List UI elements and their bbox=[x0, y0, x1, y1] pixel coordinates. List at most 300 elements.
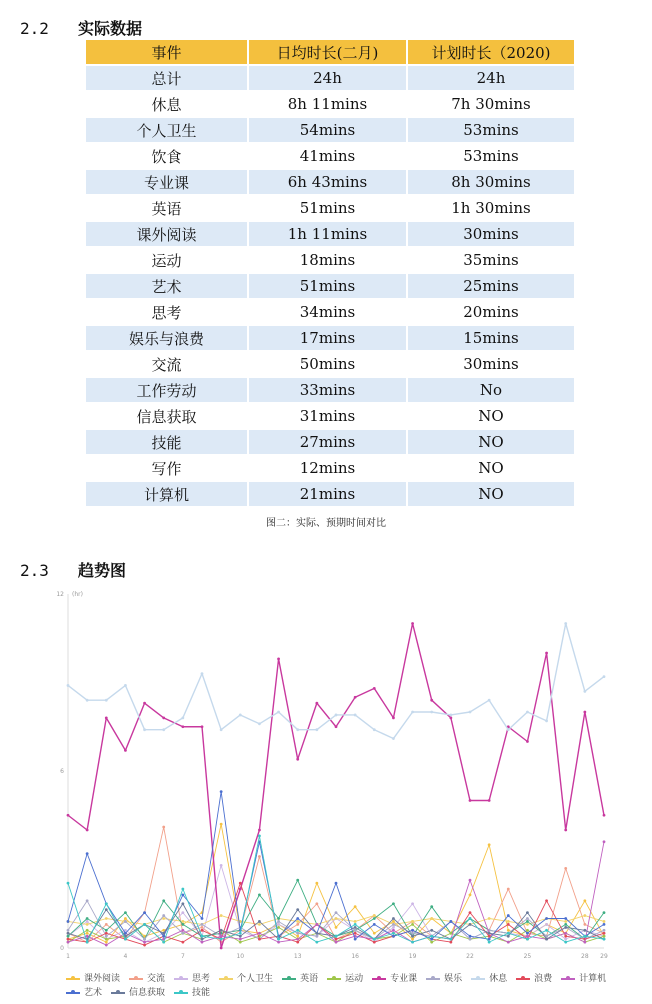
legend-label: 信息获取 bbox=[129, 988, 166, 998]
legend-swatch bbox=[174, 992, 188, 994]
data-point bbox=[411, 929, 414, 932]
data-point bbox=[105, 944, 108, 947]
data-point bbox=[67, 814, 70, 817]
table-cell: 33mins bbox=[249, 378, 408, 402]
column-header: 事件 bbox=[86, 40, 249, 64]
data-point bbox=[430, 929, 433, 932]
data-point bbox=[315, 702, 318, 705]
time-comparison-table bbox=[86, 38, 576, 508]
legend-swatch bbox=[219, 978, 233, 980]
data-point bbox=[296, 941, 299, 944]
legend-item[interactable] bbox=[471, 972, 507, 986]
data-point bbox=[392, 737, 395, 740]
table-cell: 34mins bbox=[249, 300, 408, 324]
data-point bbox=[469, 799, 472, 802]
data-point bbox=[67, 882, 70, 885]
data-point bbox=[335, 714, 338, 717]
legend-label: 思考 bbox=[192, 974, 211, 984]
legend-item[interactable] bbox=[111, 986, 165, 1000]
data-point bbox=[105, 917, 108, 920]
table-row bbox=[86, 482, 576, 506]
table-row bbox=[86, 352, 576, 376]
data-point bbox=[201, 938, 204, 941]
data-point bbox=[373, 728, 376, 731]
data-point bbox=[86, 917, 89, 920]
data-point bbox=[430, 699, 433, 702]
data-point bbox=[564, 920, 567, 923]
legend-swatch bbox=[282, 978, 296, 980]
legend-label: 艺术 bbox=[84, 988, 103, 998]
data-point bbox=[469, 711, 472, 714]
data-point bbox=[488, 938, 491, 941]
data-point bbox=[181, 717, 184, 720]
data-point bbox=[181, 894, 184, 897]
data-point bbox=[354, 929, 357, 932]
data-point bbox=[449, 941, 452, 944]
data-point bbox=[258, 938, 261, 941]
data-point bbox=[220, 929, 223, 932]
data-point bbox=[143, 938, 146, 941]
data-point bbox=[583, 941, 586, 944]
data-point bbox=[373, 687, 376, 690]
data-point bbox=[105, 935, 108, 938]
data-point bbox=[162, 826, 165, 829]
data-point bbox=[392, 923, 395, 926]
data-point bbox=[86, 699, 89, 702]
data-point bbox=[411, 622, 414, 625]
legend-label: 专业课 bbox=[390, 974, 418, 984]
data-point bbox=[124, 920, 127, 923]
data-point bbox=[258, 722, 261, 725]
legend-swatch bbox=[174, 978, 188, 980]
table-header-row bbox=[86, 40, 576, 64]
data-point bbox=[143, 941, 146, 944]
data-point bbox=[392, 935, 395, 938]
data-point bbox=[449, 938, 452, 941]
table-cell: 24h bbox=[408, 66, 576, 90]
column-header: 日均时长(二月) bbox=[249, 40, 408, 64]
data-point bbox=[296, 908, 299, 911]
data-point bbox=[603, 911, 606, 914]
x-tick-label: 1 bbox=[66, 953, 70, 960]
data-point bbox=[181, 941, 184, 944]
series-line bbox=[68, 624, 604, 949]
data-point bbox=[488, 799, 491, 802]
x-tick-label: 29 bbox=[600, 953, 608, 960]
data-point bbox=[277, 923, 280, 926]
data-point bbox=[181, 920, 184, 923]
data-point bbox=[545, 652, 548, 655]
table-cell: 7h 30mins bbox=[408, 92, 576, 116]
legend-item[interactable] bbox=[372, 972, 417, 986]
data-point bbox=[430, 711, 433, 714]
table-cell: 艺术 bbox=[86, 274, 249, 298]
data-point bbox=[86, 852, 89, 855]
data-point bbox=[67, 935, 70, 938]
data-point bbox=[143, 923, 146, 926]
data-point bbox=[181, 923, 184, 926]
data-point bbox=[392, 926, 395, 929]
data-point bbox=[201, 923, 204, 926]
data-point bbox=[220, 938, 223, 941]
series-line bbox=[68, 901, 604, 939]
y-tick-label: 12 bbox=[56, 591, 64, 598]
data-point bbox=[335, 926, 338, 929]
data-point bbox=[469, 935, 472, 938]
table-cell: 15mins bbox=[408, 326, 576, 350]
data-point bbox=[564, 622, 567, 625]
legend-item[interactable] bbox=[66, 986, 102, 1000]
table-row bbox=[86, 248, 576, 272]
legend-item[interactable] bbox=[174, 972, 210, 986]
section-number: 2.3 bbox=[20, 561, 49, 580]
data-point bbox=[277, 917, 280, 920]
legend-swatch bbox=[111, 992, 125, 994]
table-cell: 53mins bbox=[408, 118, 576, 142]
table-cell: 休息 bbox=[86, 92, 249, 116]
legend-item[interactable] bbox=[174, 986, 210, 1000]
data-point bbox=[86, 920, 89, 923]
data-point bbox=[545, 938, 548, 941]
x-tick-label: 28 bbox=[581, 953, 589, 960]
data-point bbox=[124, 938, 127, 941]
data-point bbox=[67, 938, 70, 941]
table-cell: 25mins bbox=[408, 274, 576, 298]
data-point bbox=[220, 728, 223, 731]
table-cell: 12mins bbox=[249, 456, 408, 480]
data-point bbox=[335, 941, 338, 944]
section-number: 2.2 bbox=[20, 19, 49, 38]
data-point bbox=[162, 728, 165, 731]
data-point bbox=[507, 923, 510, 926]
data-point bbox=[296, 923, 299, 926]
legend-swatch bbox=[471, 978, 485, 980]
data-point bbox=[220, 935, 223, 938]
trend-line-chart bbox=[56, 586, 616, 970]
data-point bbox=[430, 935, 433, 938]
data-point bbox=[373, 932, 376, 935]
table-row bbox=[86, 300, 576, 324]
table-row bbox=[86, 66, 576, 90]
data-point bbox=[258, 829, 261, 832]
data-point bbox=[67, 941, 70, 944]
data-point bbox=[220, 947, 223, 950]
table-row bbox=[86, 274, 576, 298]
data-point bbox=[86, 932, 89, 935]
legend-item[interactable] bbox=[327, 972, 363, 986]
data-point bbox=[469, 938, 472, 941]
data-point bbox=[124, 911, 127, 914]
table-cell: 思考 bbox=[86, 300, 249, 324]
data-point bbox=[239, 882, 242, 885]
data-point bbox=[124, 749, 127, 752]
data-point bbox=[469, 917, 472, 920]
data-point bbox=[201, 941, 204, 944]
data-point bbox=[488, 935, 491, 938]
data-point bbox=[545, 719, 548, 722]
table-row bbox=[86, 456, 576, 480]
table-cell: 50mins bbox=[249, 352, 408, 376]
data-point bbox=[526, 923, 529, 926]
data-point bbox=[124, 684, 127, 687]
data-point bbox=[526, 938, 529, 941]
data-point bbox=[545, 929, 548, 932]
data-point bbox=[545, 923, 548, 926]
table-cell: NO bbox=[408, 482, 576, 506]
data-point bbox=[258, 855, 261, 858]
table-row bbox=[86, 404, 576, 428]
data-point bbox=[162, 917, 165, 920]
legend-item[interactable] bbox=[282, 972, 318, 986]
data-point bbox=[469, 923, 472, 926]
data-point bbox=[105, 908, 108, 911]
legend-item[interactable] bbox=[129, 972, 165, 986]
data-point bbox=[296, 938, 299, 941]
data-point bbox=[507, 932, 510, 935]
data-point bbox=[296, 920, 299, 923]
data-point bbox=[583, 690, 586, 693]
section-title: 趋势图 bbox=[78, 561, 127, 580]
data-point bbox=[507, 888, 510, 891]
data-point bbox=[603, 920, 606, 923]
y-tick-label: 0 bbox=[60, 945, 64, 952]
data-point bbox=[488, 843, 491, 846]
data-point bbox=[86, 923, 89, 926]
table-caption: 图二：实际、预期时间对比 bbox=[266, 518, 386, 529]
table-cell: 30mins bbox=[408, 352, 576, 376]
data-point bbox=[373, 914, 376, 917]
data-point bbox=[105, 717, 108, 720]
legend-label: 浪费 bbox=[534, 974, 553, 984]
data-point bbox=[105, 941, 108, 944]
table-cell: 17mins bbox=[249, 326, 408, 350]
data-point bbox=[105, 929, 108, 932]
data-point bbox=[239, 888, 242, 891]
data-point bbox=[507, 728, 510, 731]
legend-swatch bbox=[561, 978, 575, 980]
data-point bbox=[181, 911, 184, 914]
data-point bbox=[143, 911, 146, 914]
data-point bbox=[392, 920, 395, 923]
data-point bbox=[354, 905, 357, 908]
data-point bbox=[373, 941, 376, 944]
column-header: 计划时长（2020) bbox=[408, 40, 576, 64]
data-point bbox=[411, 935, 414, 938]
table-cell: 技能 bbox=[86, 430, 249, 454]
table-row bbox=[86, 118, 576, 142]
x-tick-label: 10 bbox=[236, 953, 245, 960]
table-cell: 交流 bbox=[86, 352, 249, 376]
data-point bbox=[105, 699, 108, 702]
data-point bbox=[277, 926, 280, 929]
data-point bbox=[526, 911, 529, 914]
data-point bbox=[583, 935, 586, 938]
data-point bbox=[335, 911, 338, 914]
table-row bbox=[86, 144, 576, 168]
data-point bbox=[220, 864, 223, 867]
table-cell: No bbox=[408, 378, 576, 402]
x-tick-label: 25 bbox=[523, 953, 532, 960]
data-point bbox=[545, 899, 548, 902]
data-point bbox=[86, 829, 89, 832]
data-point bbox=[181, 888, 184, 891]
data-point bbox=[335, 935, 338, 938]
data-point bbox=[583, 711, 586, 714]
data-point bbox=[201, 917, 204, 920]
data-point bbox=[181, 725, 184, 728]
table-cell: 计算机 bbox=[86, 482, 249, 506]
table-row bbox=[86, 170, 576, 194]
data-point bbox=[526, 711, 529, 714]
table-cell: 51mins bbox=[249, 274, 408, 298]
data-point bbox=[430, 905, 433, 908]
data-point bbox=[373, 917, 376, 920]
data-point bbox=[258, 923, 261, 926]
data-point bbox=[296, 728, 299, 731]
data-point bbox=[181, 902, 184, 905]
data-point bbox=[86, 941, 89, 944]
table-cell: 18mins bbox=[249, 248, 408, 272]
data-point bbox=[411, 941, 414, 944]
x-tick-label: 22 bbox=[466, 953, 474, 960]
data-point bbox=[488, 699, 491, 702]
data-point bbox=[564, 926, 567, 929]
legend-item[interactable] bbox=[66, 972, 120, 986]
data-point bbox=[392, 929, 395, 932]
legend-label: 课外阅读 bbox=[84, 974, 121, 984]
data-point bbox=[603, 923, 606, 926]
data-point bbox=[201, 926, 204, 929]
legend-label: 计算机 bbox=[579, 974, 607, 984]
data-point bbox=[603, 814, 606, 817]
legend-swatch bbox=[426, 978, 440, 980]
data-point bbox=[258, 894, 261, 897]
table-cell: 运动 bbox=[86, 248, 249, 272]
legend-label: 运动 bbox=[345, 974, 364, 984]
data-point bbox=[105, 923, 108, 926]
data-point bbox=[277, 938, 280, 941]
legend-label: 休息 bbox=[489, 974, 508, 984]
data-point bbox=[545, 917, 548, 920]
table-cell: 8h 11mins bbox=[249, 92, 408, 116]
legend-swatch bbox=[516, 978, 530, 980]
data-point bbox=[181, 932, 184, 935]
table-cell: 信息获取 bbox=[86, 404, 249, 428]
data-point bbox=[354, 926, 357, 929]
data-point bbox=[603, 675, 606, 678]
data-point bbox=[373, 923, 376, 926]
data-point bbox=[526, 935, 529, 938]
data-point bbox=[564, 941, 567, 944]
data-point bbox=[239, 938, 242, 941]
data-point bbox=[201, 929, 204, 932]
data-point bbox=[258, 932, 261, 935]
table-row bbox=[86, 326, 576, 350]
data-point bbox=[488, 917, 491, 920]
legend-item[interactable] bbox=[219, 972, 273, 986]
data-point bbox=[277, 941, 280, 944]
x-tick-label: 4 bbox=[123, 953, 128, 960]
data-point bbox=[469, 894, 472, 897]
data-point bbox=[162, 932, 165, 935]
data-point bbox=[583, 929, 586, 932]
data-point bbox=[258, 920, 261, 923]
legend-item[interactable] bbox=[426, 972, 462, 986]
table-cell: 35mins bbox=[408, 248, 576, 272]
section-heading-2-2 bbox=[20, 16, 142, 39]
data-point bbox=[354, 923, 357, 926]
data-point bbox=[526, 932, 529, 935]
data-point bbox=[67, 929, 70, 932]
data-point bbox=[315, 728, 318, 731]
data-point bbox=[220, 914, 223, 917]
table-row bbox=[86, 430, 576, 454]
data-point bbox=[449, 932, 452, 935]
data-point bbox=[411, 920, 414, 923]
data-point bbox=[277, 920, 280, 923]
data-point bbox=[354, 696, 357, 699]
data-point bbox=[411, 923, 414, 926]
data-point bbox=[220, 790, 223, 793]
legend-item[interactable] bbox=[561, 972, 606, 986]
table-cell: 41mins bbox=[249, 144, 408, 168]
data-point bbox=[296, 917, 299, 920]
data-point bbox=[296, 758, 299, 761]
data-point bbox=[411, 711, 414, 714]
data-point bbox=[526, 920, 529, 923]
data-point bbox=[335, 938, 338, 941]
data-point bbox=[315, 941, 318, 944]
data-point bbox=[354, 932, 357, 935]
table-row bbox=[86, 92, 576, 116]
series-line bbox=[68, 624, 604, 739]
table-cell: 20mins bbox=[408, 300, 576, 324]
data-point bbox=[603, 932, 606, 935]
table-cell: NO bbox=[408, 456, 576, 480]
data-point bbox=[411, 938, 414, 941]
table-cell: 娱乐与浪费 bbox=[86, 326, 249, 350]
table-cell: 24h bbox=[249, 66, 408, 90]
data-point bbox=[430, 941, 433, 944]
section-heading-2-3 bbox=[20, 558, 126, 581]
data-point bbox=[507, 941, 510, 944]
data-point bbox=[526, 929, 529, 932]
data-point bbox=[335, 917, 338, 920]
legend-item[interactable] bbox=[516, 972, 552, 986]
legend-label: 娱乐 bbox=[444, 974, 463, 984]
data-point bbox=[564, 829, 567, 832]
table-cell: 专业课 bbox=[86, 170, 249, 194]
data-point bbox=[392, 717, 395, 720]
data-point bbox=[67, 684, 70, 687]
data-point bbox=[296, 935, 299, 938]
legend-swatch bbox=[66, 978, 80, 980]
chart-legend bbox=[66, 972, 626, 1000]
data-point bbox=[469, 911, 472, 914]
table-cell: NO bbox=[408, 430, 576, 454]
data-point bbox=[67, 920, 70, 923]
legend-swatch bbox=[372, 978, 386, 980]
data-point bbox=[564, 867, 567, 870]
data-point bbox=[564, 932, 567, 935]
data-point bbox=[162, 899, 165, 902]
data-point bbox=[105, 902, 108, 905]
x-tick-label: 13 bbox=[293, 953, 302, 960]
data-point bbox=[564, 938, 567, 941]
y-tick-label: 6 bbox=[60, 768, 64, 775]
table-row bbox=[86, 222, 576, 246]
data-point bbox=[449, 717, 452, 720]
